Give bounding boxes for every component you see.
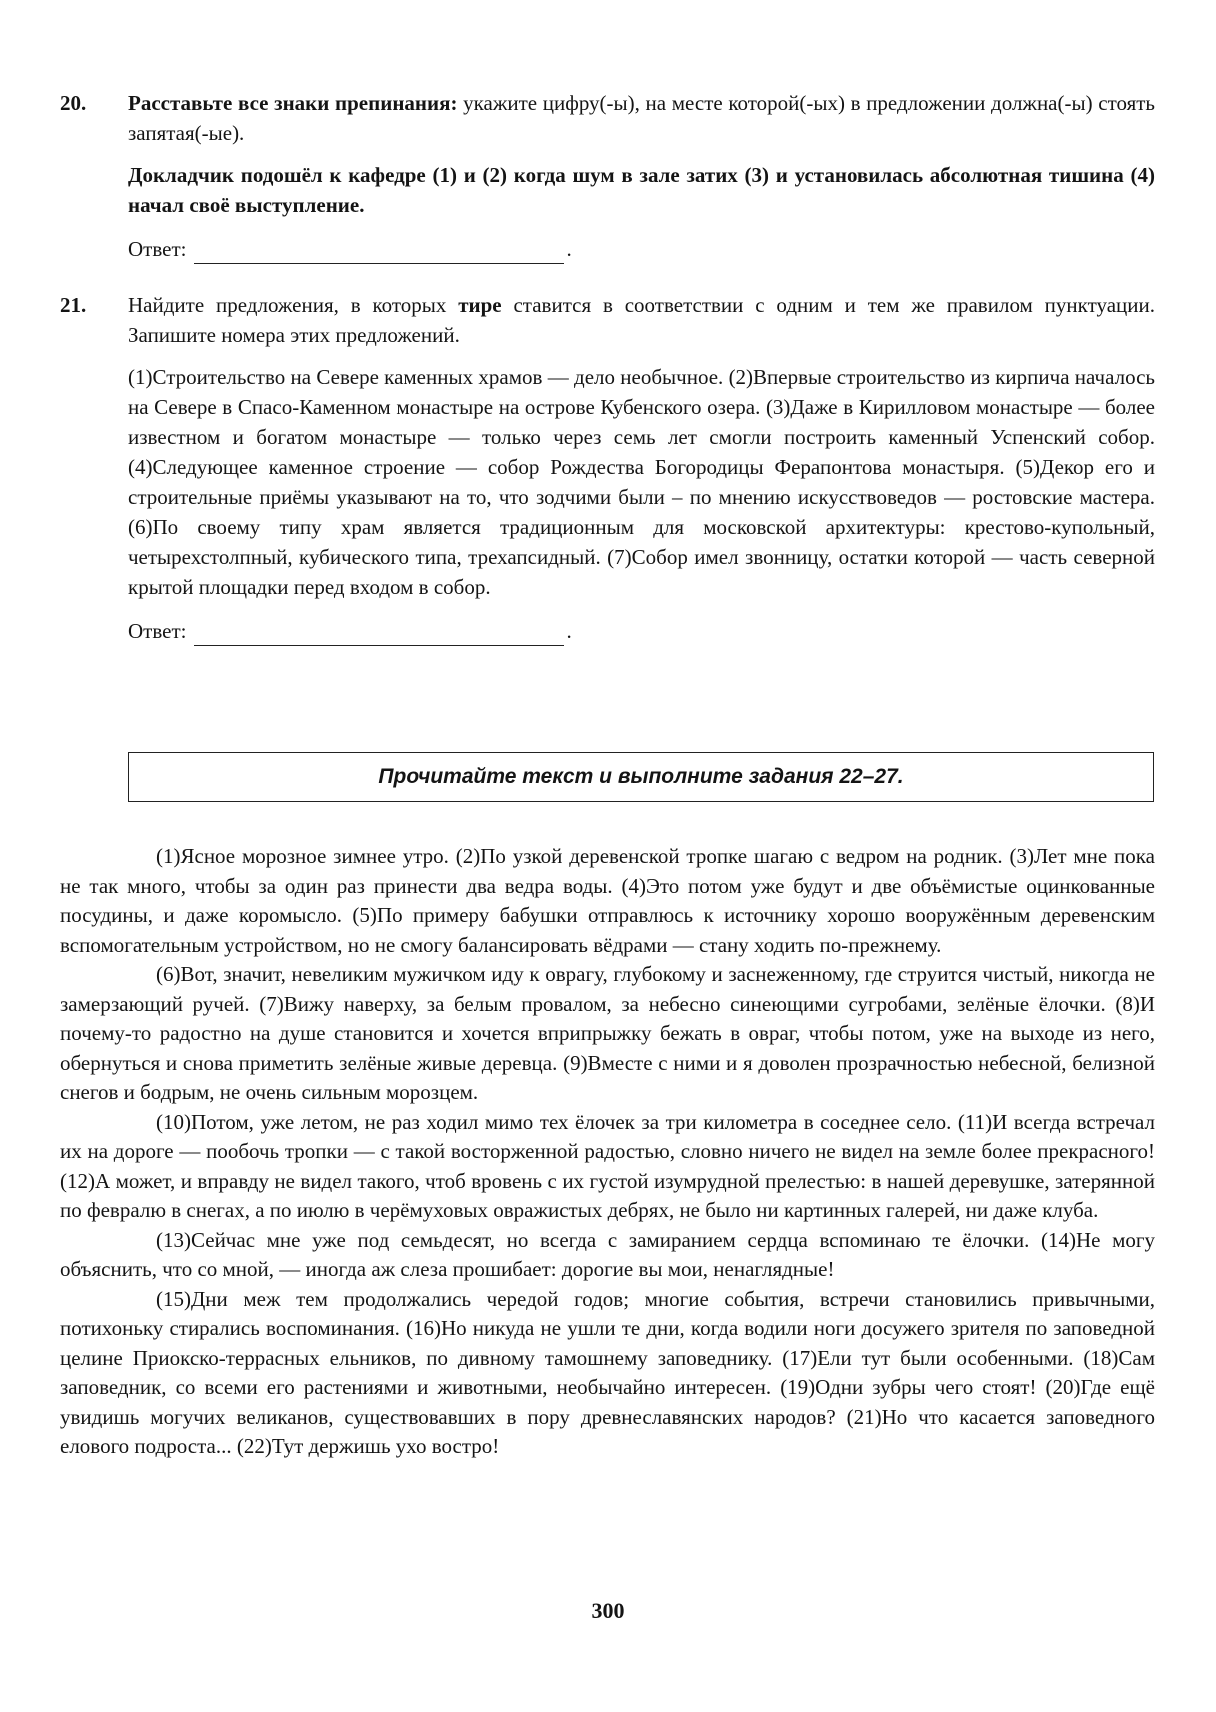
reading-text — [60, 842, 1155, 1462]
reading-instruction-box — [128, 752, 1154, 802]
task-20-instruction — [128, 88, 1155, 148]
task-20-sentence: Докладчик подошёл к кафедре (1) и (2) когда шум в зале затих (3) и установилась абсолютная тишина (4) начал своё выступление. — [128, 163, 1155, 217]
task-20-instruction-bold: Расставьте все знаки препинания: — [128, 91, 458, 115]
reading-paragraph: (10)Потом, уже летом, не раз ходил мимо тех ёлочек за три километра в соседнее село. (11)И всегда встречал их на дороге — пообочь тропки — с такой восторженной радостью, словно ничего не видел на земле более прекрасного! (12)А может, и вправду не видел такого, чтоб вровень с их густой изумрудной прелестью: в нашей деревушке, затерянной по февралю в снегах, а по июлю в черёмуховых овражистых дебрях, не было ни картинных галерей, ни даже клуба. — [60, 1109, 1155, 1222]
task-21 — [60, 290, 1155, 646]
reading-paragraph: (6)Вот, значит, невеликим мужичком иду к оврагу, глубокому и заснеженному, где струится чистый, никогда не замерзающий ручей. (7)Вижу наверху, за белым провалом, за небесно синеющими сугробами, зелёные ёлочки. (8)И почему-то радостно на душе становится и хочется вприпрыжку бежать в овраг, чтобы потом, уже на выходе из него, обернуться и снова приметить зелёные живые деревца. (9)Вместе с ними и я доволен прозрачностью небесной, белизной снегов и бодрым, не очень сильным морозцем. — [60, 962, 1155, 1104]
task-20 — [60, 88, 1155, 264]
task-20-answer-field[interactable] — [194, 243, 564, 264]
task-21-instruction-a: Найдите предложения, в которых — [128, 293, 459, 317]
task-21-answer-field[interactable] — [194, 625, 564, 646]
reading-paragraph: (1)Ясное морозное зимнее утро. (2)По узкой деревенской тропке шагаю с ведром на родник. (3)Лет мне пока не так много, чтобы за один раз принести два ведра воды. (4)Это потом уже будут и две объёмистые оцинкованные посудины, и даже коромысло. (5)По примеру бабушки отправлюсь к источнику хорошо вооружённым деревенским вспомогательным устройством, но не смогу балансировать вёдрами — стану ходить по-прежнему. — [60, 844, 1155, 957]
task-20-instruction-rest: укажите цифру(-ы), на месте которой(-ых) в предложении должна(-ы) стоять запятая(-ые). — [128, 91, 1155, 145]
task-20-answer: Ответ: . — [128, 234, 1155, 264]
page-number: 300 — [591, 1598, 625, 1623]
reading-paragraph: (15)Дни меж тем продолжались чередой годов; многие события, встречи становились привычными, потихоньку стирались воспоминания. (16)Но никуда не ушли те дни, когда водили ноги досужего зрителя по заповедной целине Приокско-террасных ельников, по дивному тамошнему заповеднику. (17)Ели тут были особенными. (18)Сам заповедник, со всеми его растениями и животными, необычайно интересен. (19)Одни зубры чего стоят! (20)Где ещё увидишь могучих великанов, существовавших в пору древнеславянских народов? (21)Но что касается заповедного елового подроста... (22)Тут держишь ухо востро! — [60, 1286, 1155, 1458]
reading-paragraph: (13)Сейчас мне уже под семьдесят, но всегда с замиранием сердца вспоминаю те ёлочки. (14)Не могу объяснить, что со мной, — иногда аж слеза прошибает: дорогие вы мои, ненаглядные! — [60, 1227, 1155, 1281]
task-21-text: (1)Строительство на Севере каменных храмов — дело необычное. (2)Впервые строительство из кирпича началось на Севере в Спасо-Каменном монастыре на острове Кубенского озера. (3)Даже в Кирилловом монастыре — более известном и богатом монастыре — только через семь лет смогли построить каменный Успенский собор. (4)Следующее каменное строение — собор Рождества Богородицы Ферапонтова монастыря. (5)Декор его и строительные приёмы указывают на то, что зодчими были – по мнению искусствоведов — ростовские мастера. (6)По своему типу храм является традиционным для московской архитектуры: крестово-купольный, четырехстолпный, кубического типа, трехапсидный. (7)Собор имел звонницу, остатки которой — часть северной крытой площадки перед входом в собор. — [128, 365, 1155, 599]
task-21-answer-label: Ответ: — [128, 619, 187, 643]
reading-instruction-text: Прочитайте текст и выполните задания 22–27. — [378, 765, 904, 788]
task-20-answer-label: Ответ: — [128, 237, 187, 261]
task-20-number: 20. — [60, 91, 87, 115]
task-21-answer: Ответ: . — [128, 616, 1155, 646]
task-21-instruction — [128, 290, 1155, 350]
task-21-number: 21. — [60, 293, 87, 317]
task-21-instruction-bold: тире — [458, 293, 502, 317]
task-21-instruction-b: ставится в соответствии с одним и тем же правилом пунктуации. Запишите номера этих предложений. — [128, 293, 1155, 347]
